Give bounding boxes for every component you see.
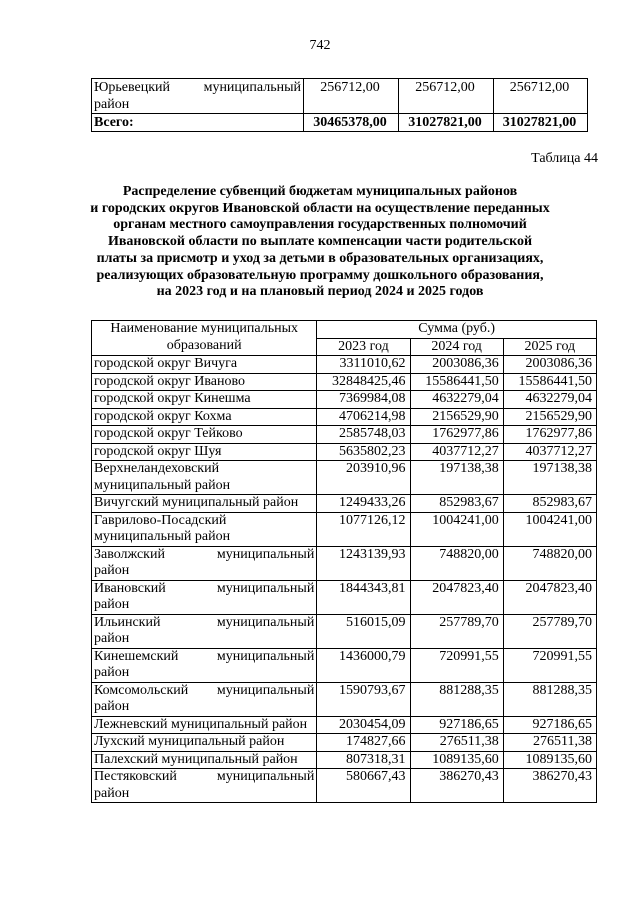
value-2024-cell: 386270,43 xyxy=(410,769,503,803)
value-2025-cell: 15586441,50 xyxy=(503,373,596,391)
total-row xyxy=(92,114,588,132)
value-2024-cell: 1762977,86 xyxy=(410,426,503,444)
value-2024-cell: 4632279,04 xyxy=(410,391,503,409)
value-2025-cell: 2156529,90 xyxy=(503,408,596,426)
municipality-name-cell: городской округ Кинешма xyxy=(92,391,317,409)
total-label: Всего: xyxy=(92,114,304,132)
table-row xyxy=(92,443,597,461)
value-2025-cell: 256712,00 xyxy=(494,79,588,114)
table-row xyxy=(92,682,597,716)
subvention-table xyxy=(91,320,597,803)
title-line: органам местного самоуправления государственных полномочий xyxy=(113,217,527,233)
title-line: Распределение субвенций бюджетам муниципальных районов xyxy=(122,184,518,199)
municipality-name-cell: Лухский муниципальный район xyxy=(92,734,317,752)
sum-header: Сумма (руб.) xyxy=(317,321,597,339)
value-2024-cell: 927186,65 xyxy=(410,716,503,734)
year-header-2025: 2025 год xyxy=(503,338,596,356)
title-line: реализующих образовательную программу дошкольного образования, xyxy=(96,267,544,283)
municipality-name-cell: городской округ Иваново xyxy=(92,373,317,391)
value-2025-cell: 4037712,27 xyxy=(503,443,596,461)
value-2023-cell: 1436000,79 xyxy=(317,648,410,682)
value-2025-cell: 386270,43 xyxy=(503,769,596,803)
table-row xyxy=(92,580,597,614)
value-2024-cell: 1004241,00 xyxy=(410,512,503,546)
value-2023-cell: 32848425,46 xyxy=(317,373,410,391)
table-row xyxy=(92,461,597,495)
value-2025-cell: 197138,38 xyxy=(503,461,596,495)
municipality-name-cell: Юрьевецкий муниципальный район xyxy=(92,79,304,114)
table-row xyxy=(92,648,597,682)
value-2025-cell: 927186,65 xyxy=(503,716,596,734)
value-2023-cell: 256712,00 xyxy=(304,79,399,114)
table-row xyxy=(92,79,588,114)
value-2024-cell: 852983,67 xyxy=(410,495,503,513)
value-2024-cell: 720991,55 xyxy=(410,648,503,682)
municipality-name-cell: Пестяковский муниципальный район xyxy=(92,769,317,803)
year-header-2023: 2023 год xyxy=(317,338,410,356)
value-2024-cell: 748820,00 xyxy=(410,546,503,580)
value-2023-cell: 4706214,98 xyxy=(317,408,410,426)
value-2025-cell: 881288,35 xyxy=(503,682,596,716)
value-2023-cell: 807318,31 xyxy=(317,751,410,769)
table-row xyxy=(92,769,597,803)
title-line: Ивановской области по выплате компенсации части родительской xyxy=(107,234,533,250)
title-line: платы за присмотр и уход за детьми в образовательных организациях, xyxy=(96,250,544,266)
value-2024-cell: 881288,35 xyxy=(410,682,503,716)
table-row xyxy=(92,495,597,513)
table-row xyxy=(92,716,597,734)
municipality-name-cell: Ильинский муниципальный район xyxy=(92,614,317,648)
name-column-header: Наименование муниципальных образований xyxy=(92,321,317,356)
value-2023-cell: 516015,09 xyxy=(317,614,410,648)
value-2024-cell: 2047823,40 xyxy=(410,580,503,614)
table-row xyxy=(92,614,597,648)
municipality-name-cell: Заволжский муниципальный район xyxy=(92,546,317,580)
total-2025: 31027821,00 xyxy=(494,114,588,132)
value-2024-cell: 257789,70 xyxy=(410,614,503,648)
document-title xyxy=(60,184,580,301)
value-2023-cell: 1077126,12 xyxy=(317,512,410,546)
value-2023-cell: 174827,66 xyxy=(317,734,410,752)
carry-over-table xyxy=(91,78,588,132)
value-2025-cell: 2047823,40 xyxy=(503,580,596,614)
title-line: и городских округов Ивановской области на осуществление переданных xyxy=(90,200,550,216)
municipality-name-cell: Лежневский муниципальный район xyxy=(92,716,317,734)
table-row xyxy=(92,391,597,409)
year-header-2024: 2024 год xyxy=(410,338,503,356)
value-2024-cell: 197138,38 xyxy=(410,461,503,495)
municipality-name-cell: городской округ Шуя xyxy=(92,443,317,461)
value-2025-cell: 1762977,86 xyxy=(503,426,596,444)
value-2024-cell: 2003086,36 xyxy=(410,356,503,374)
value-2025-cell: 2003086,36 xyxy=(503,356,596,374)
table-row xyxy=(92,512,597,546)
value-2025-cell: 276511,38 xyxy=(503,734,596,752)
value-2023-cell: 3311010,62 xyxy=(317,356,410,374)
value-2024-cell: 15586441,50 xyxy=(410,373,503,391)
value-2024-cell: 1089135,60 xyxy=(410,751,503,769)
value-2023-cell: 1590793,67 xyxy=(317,682,410,716)
value-2023-cell: 1243139,93 xyxy=(317,546,410,580)
total-2023: 30465378,00 xyxy=(304,114,399,132)
municipality-name-cell: Комсомольский муниципальный район xyxy=(92,682,317,716)
municipality-name-cell: Вичугский муниципальный район xyxy=(92,495,317,513)
municipality-name-cell: Верхнеландеховский муниципальный район xyxy=(92,461,317,495)
municipality-name-cell: Ивановский муниципальный район xyxy=(92,580,317,614)
value-2025-cell: 4632279,04 xyxy=(503,391,596,409)
value-2025-cell: 1004241,00 xyxy=(503,512,596,546)
municipality-name-cell: городской округ Вичуга xyxy=(92,356,317,374)
value-2025-cell: 852983,67 xyxy=(503,495,596,513)
value-2025-cell: 257789,70 xyxy=(503,614,596,648)
total-2024: 31027821,00 xyxy=(399,114,494,132)
municipality-name-cell: Палехский муниципальный район xyxy=(92,751,317,769)
value-2023-cell: 1249433,26 xyxy=(317,495,410,513)
title-line: на 2023 год и на плановый период 2024 и 2025 годов xyxy=(156,284,484,300)
table-row xyxy=(92,734,597,752)
value-2025-cell: 720991,55 xyxy=(503,648,596,682)
municipality-name-cell: Гаврилово-Посадский муниципальный район xyxy=(92,512,317,546)
header-row xyxy=(92,321,597,339)
value-2023-cell: 2030454,09 xyxy=(317,716,410,734)
table-row xyxy=(92,426,597,444)
value-2023-cell: 7369984,08 xyxy=(317,391,410,409)
municipality-name-cell: городской округ Тейково xyxy=(92,426,317,444)
municipality-name-cell: Кинешемский муниципальный район xyxy=(92,648,317,682)
value-2023-cell: 5635802,23 xyxy=(317,443,410,461)
table-row xyxy=(92,408,597,426)
table-row xyxy=(92,373,597,391)
table-row xyxy=(92,546,597,580)
value-2024-cell: 2156529,90 xyxy=(410,408,503,426)
table-row xyxy=(92,751,597,769)
value-2023-cell: 580667,43 xyxy=(317,769,410,803)
value-2024-cell: 4037712,27 xyxy=(410,443,503,461)
page-number: 742 xyxy=(309,38,331,53)
value-2025-cell: 748820,00 xyxy=(503,546,596,580)
value-2025-cell: 1089135,60 xyxy=(503,751,596,769)
value-2023-cell: 203910,96 xyxy=(317,461,410,495)
value-2023-cell: 1844343,81 xyxy=(317,580,410,614)
table-label: Таблица 44 xyxy=(531,151,598,166)
value-2023-cell: 2585748,03 xyxy=(317,426,410,444)
municipality-name-cell: городской округ Кохма xyxy=(92,408,317,426)
table-row xyxy=(92,356,597,374)
value-2024-cell: 256712,00 xyxy=(399,79,494,114)
value-2024-cell: 276511,38 xyxy=(410,734,503,752)
